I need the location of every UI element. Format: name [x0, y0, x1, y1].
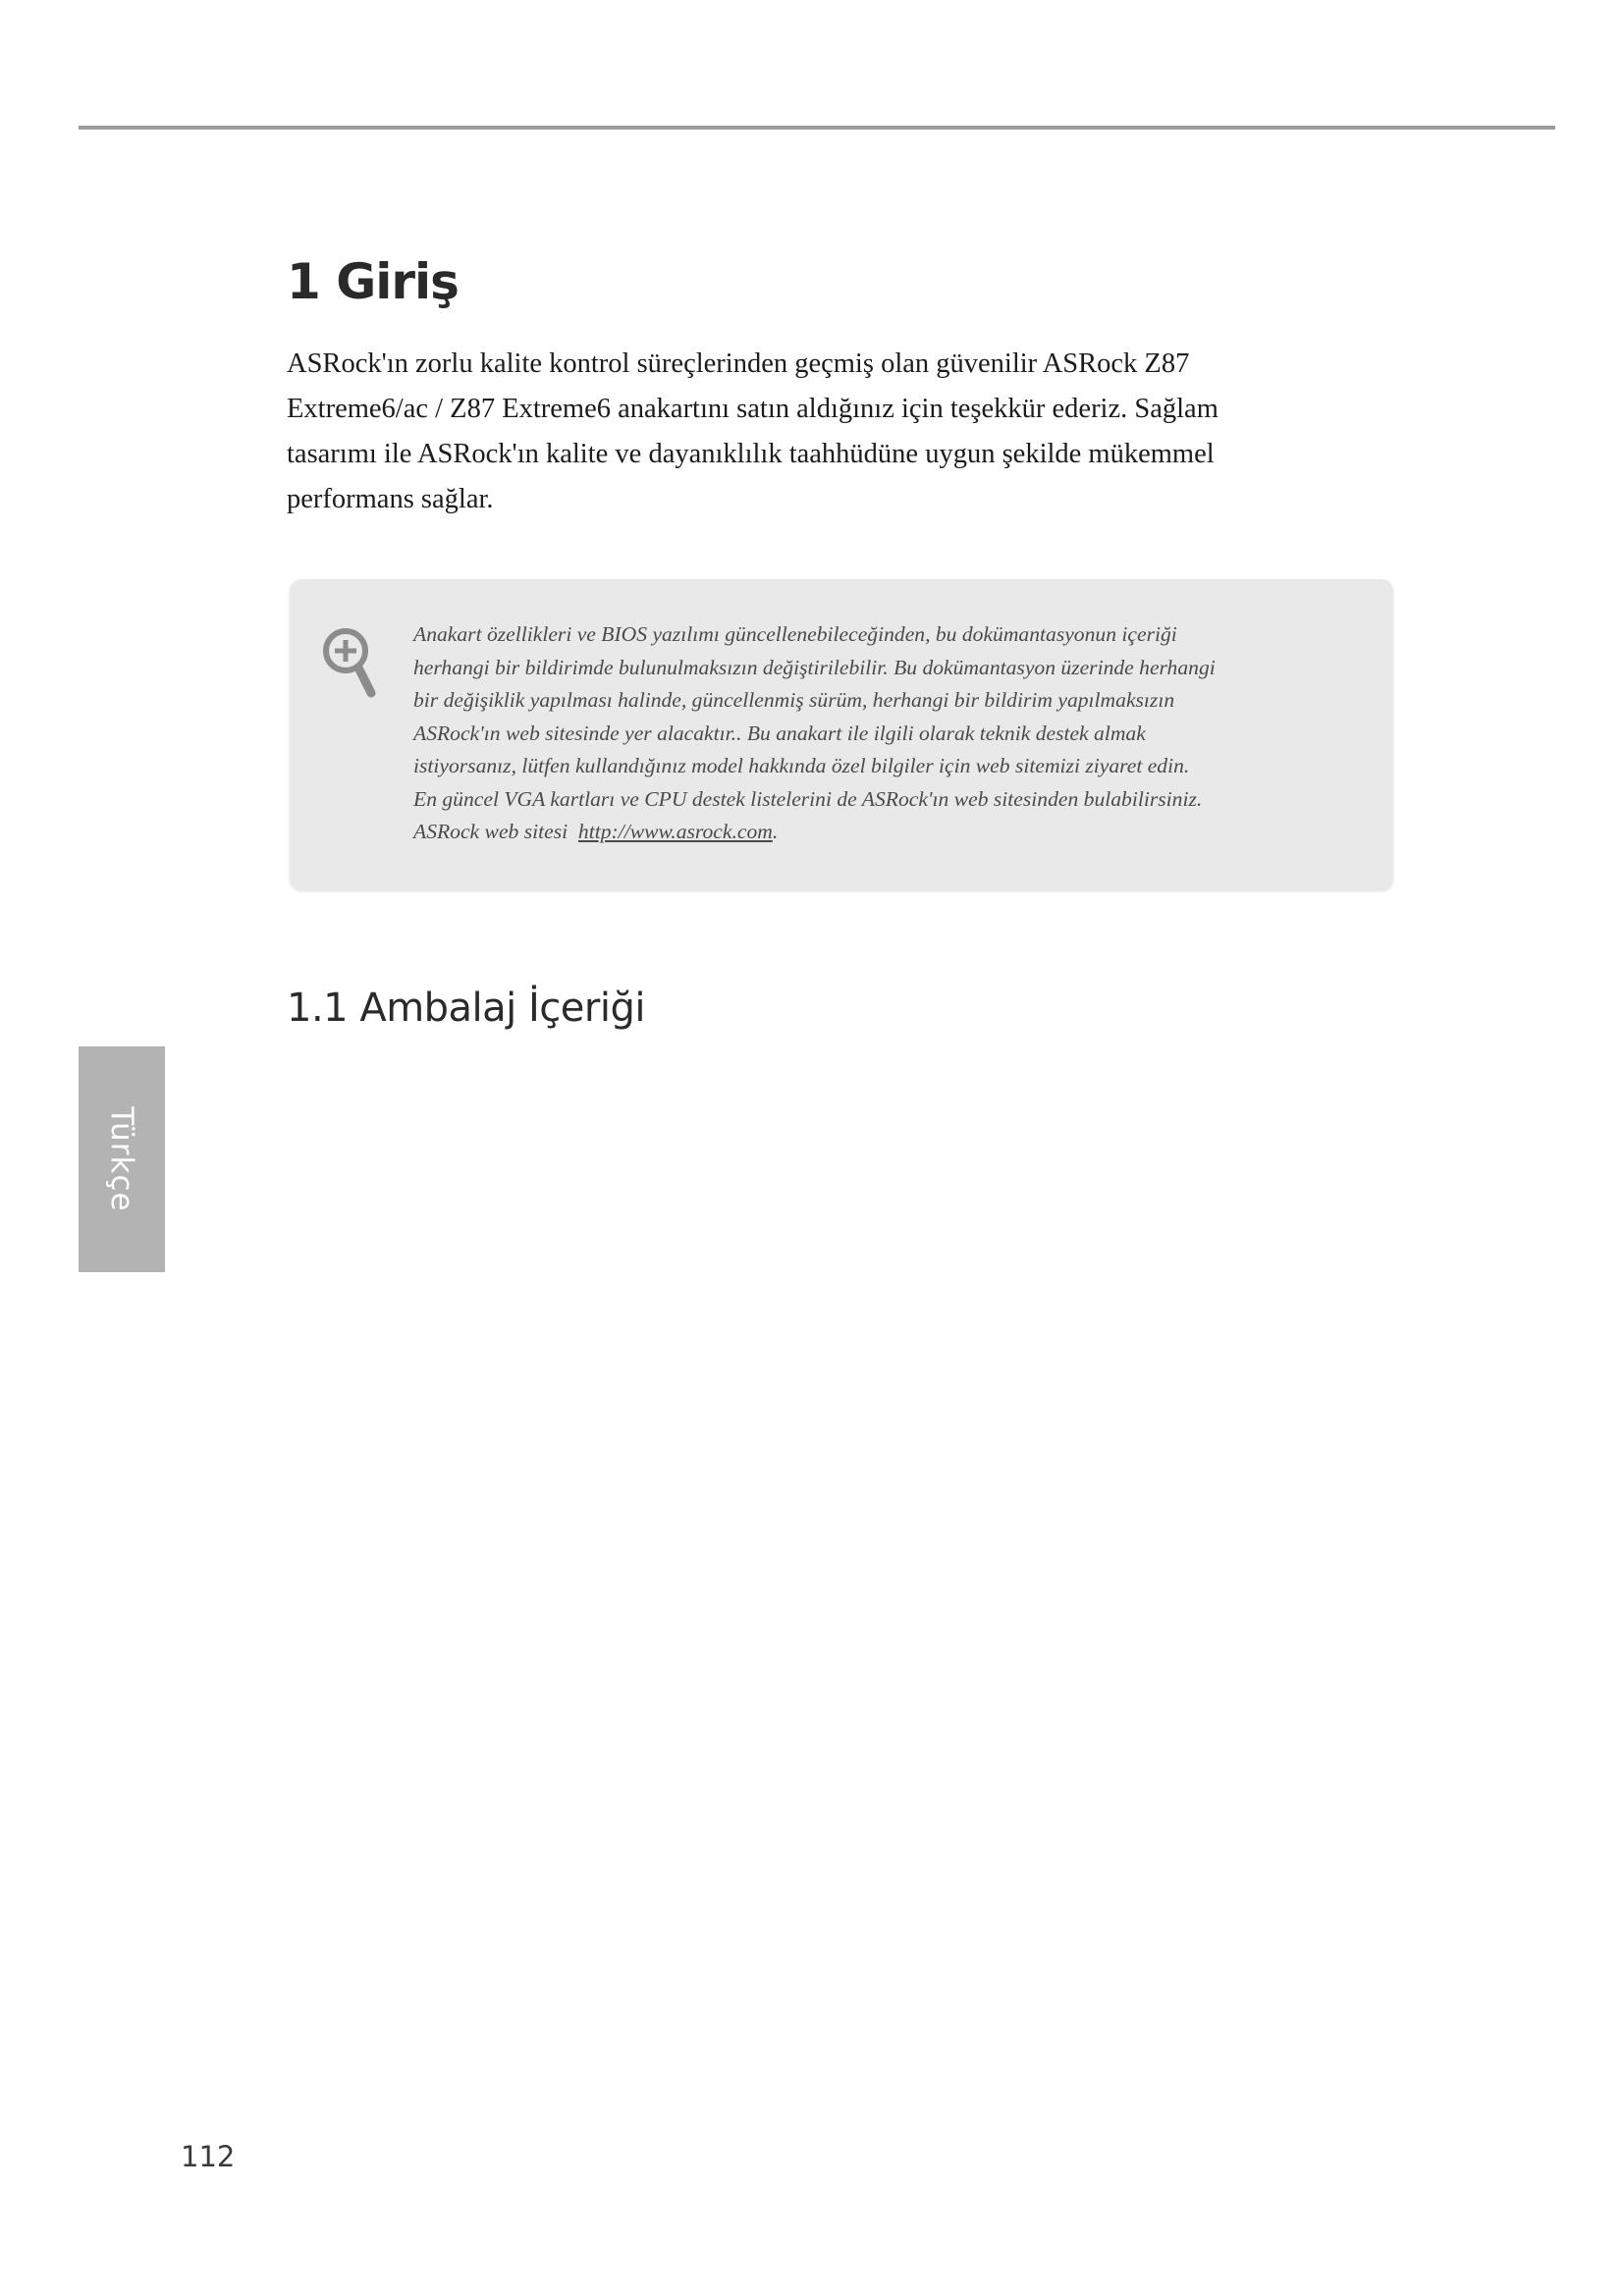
- site-suffix: .: [772, 820, 779, 843]
- note-line: bir değişiklik yapılması halinde, güncellenmiş sürüm, herhangi bir bildirim yapılmaksızın: [413, 688, 1175, 712]
- subsection-heading: 1.1 Ambalaj İçeriği: [287, 986, 645, 1031]
- asrock-website-link[interactable]: http://www.asrock.com: [577, 820, 773, 843]
- note-line: ASRock'ın web sitesinde yer alacaktır.. Bu anakart ile ilgili olarak teknik destek almak: [413, 721, 1146, 745]
- language-tab-label: Türkçe: [104, 1106, 139, 1212]
- site-label: ASRock web sitesi: [413, 820, 568, 843]
- intro-line: Extreme6/ac / Z87 Extreme6 anakartını satın aldığınız için teşekkür ederiz. Sağlam: [287, 394, 1218, 424]
- note-text: [413, 618, 1376, 849]
- note-line: herhangi bir bildirimde bulunulmaksızın değiştirilebilir. Bu dokümantasyon üzerinde herhangi: [413, 655, 1216, 679]
- section-heading: 1 Giriş: [287, 253, 459, 310]
- language-side-tab: [79, 1046, 165, 1272]
- note-box: [290, 579, 1393, 889]
- note-line: Anakart özellikleri ve BIOS yazılımı güncellenebileceğinden, bu dokümantasyonun içeriği: [413, 622, 1177, 646]
- note-line: istiyorsanız, lütfen kullandığınız model hakkında özel bilgiler için web sitemizi ziyaret edin.: [413, 754, 1190, 777]
- intro-paragraph: [287, 342, 1327, 522]
- intro-line: tasarımı ile ASRock'ın kalite ve dayanıklılık taahhüdüne uygun şekilde mükemmel: [287, 439, 1215, 469]
- note-line: En güncel VGA kartları ve CPU destek listelerini de ASRock'ın web sitesinden bulabilirsiniz.: [413, 786, 1203, 811]
- magnifier-plus-icon: [319, 624, 378, 703]
- intro-line: ASRock'ın zorlu kalite kontrol süreçlerinden geçmiş olan güvenilir ASRock Z87: [287, 348, 1190, 379]
- page-number: 112: [181, 2140, 236, 2173]
- top-rule: [79, 126, 1555, 130]
- intro-line: performans sağlar.: [287, 484, 494, 514]
